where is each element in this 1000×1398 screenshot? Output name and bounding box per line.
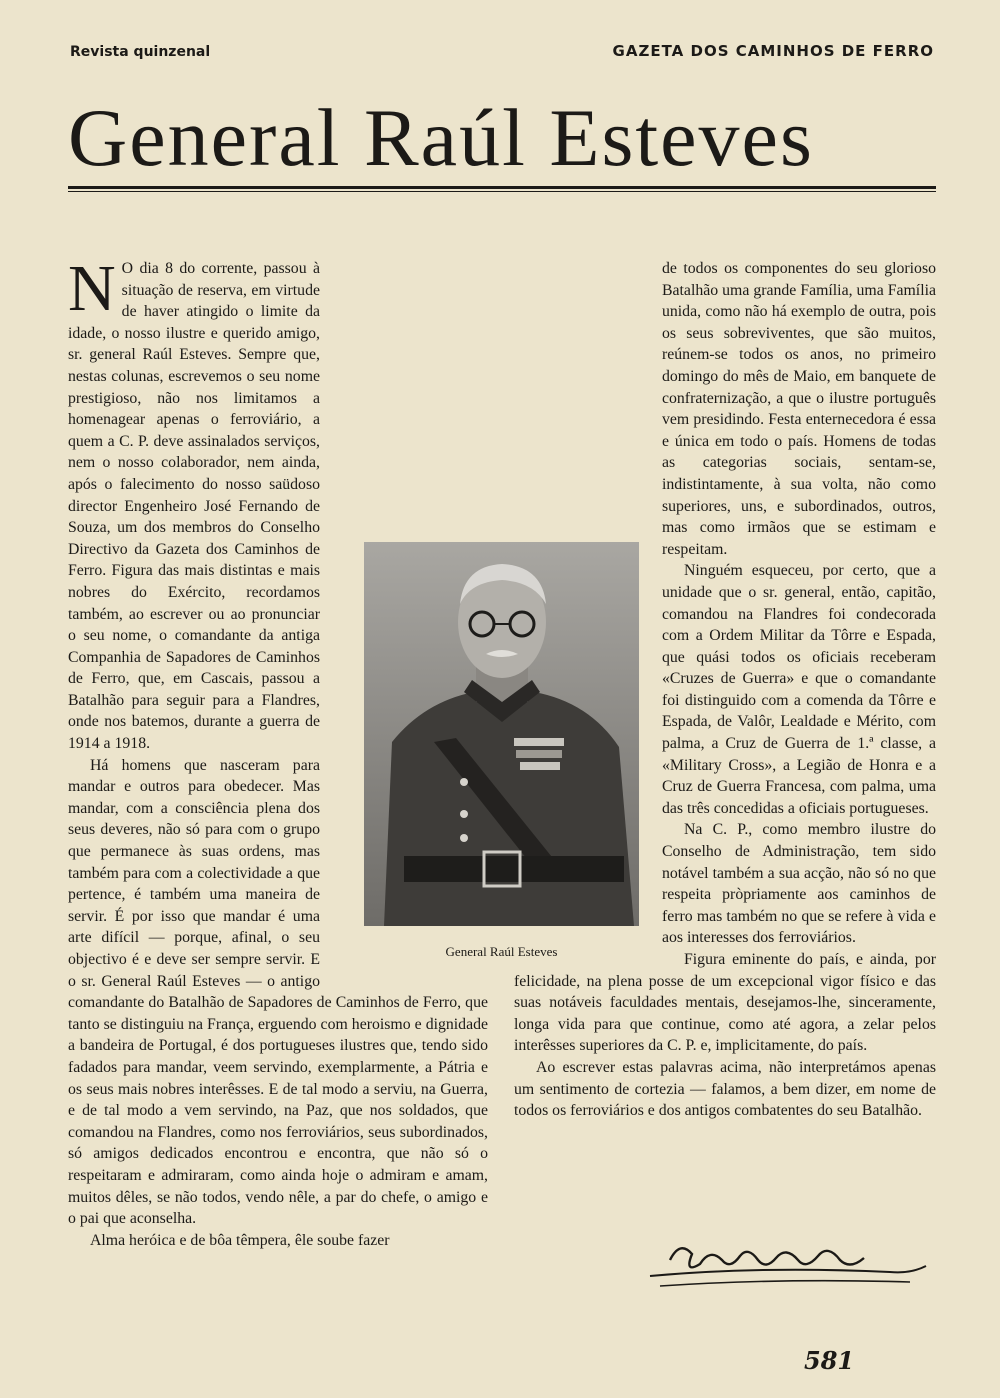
paragraph: O dia 8 do corrente, passou à situação de reserva, em virtude de haver atingido o limite da idade, o nosso ilustre e querido amigo, sr. general Raúl Esteves. Sempre que, nestas colunas, escrevemos o seu nome prestigioso, não nos limitamos a homenagear apenas o ferroviário, a quem a C. P. deve assinalados serviços, nem o nosso colaborador, nem ainda, após o falecimento do nosso saüdoso director Engenheiro José Fernando de Souza, um dos membros do Conselho Directivo da Gazeta dos Caminhos de Ferro. Figura das mais distintas e mais nobres do Exército, recordamos também, ao escrever ou ao pronunciar o seu nome, o comandante da antiga Companhia de Sapadores de Caminhos de Ferro, que, em Cascais, passou a Batalhão para seguir para a Flandres, onde nos batemos, durante a guerra de 1914 a 1918. <box>68 260 320 753</box>
paragraph: de todos os componentes do seu glorioso Batalhão uma grande Família, uma Família unida, como não há exemplo de outra, pois os seus sobreviventes, que são muitos, reúnem-se todos os anos, no primeiro domingo do mês de Maio, em banquete de confraternização, a que o ilustre português vem presidindo. Festa enternecedora é essa e única em todo o país. Homens de todas as categorias sociais, sentam-se, indistintamente, à sua volta, não como superiores, uns, e subordinados, outros, mas como irmãos que se estimam e respeitam. <box>662 260 936 558</box>
paragraph: Há homens que nasceram para mandar e outros para obedecer. Mas mandar, com a consciência plena dos seus deveres, não só para com o grupo que permanece às suas ordens, mas também para com a colectividade a que pertence, é também uma maneira de servir. É por isso que mandar é uma arte difícil — porque, afinal, o seu objectivo é e deve ser sempre servir. E o sr. General Raúl Esteves — o antigo comandante do Batalhão de Sapadores de Caminhos de Ferro, que tanto se distinguiu na França, erguendo com heroismo e dignidade a bandeira de Portugal, é dos portugueses ilustres que, tendo sido fadados para mandar, veem servindo, exemplarmente, a Pátria e os seus mais nobres interêsses. E de tal modo a serviu, na Guerra, e de tal modo a vem servindo, na Paz, que nos soldados, que comandou na Flandres, como nos ferroviários, seus subordinados, só amigos dedicados encontrou e encontra, que não só o respeitaram e admiraram, como ainda hoje o admiram e amam, muitos dêles, se não todos, vendo nêle, a par do chefe, o amigo e o pai que aconselha. <box>68 756 488 1228</box>
page-number: 581 <box>804 1346 855 1375</box>
paragraph: Alma heróica e de bôa têmpera, êle soube fazer <box>90 1231 390 1249</box>
handwritten-signature <box>640 1230 940 1300</box>
header-left: Revista quinzenal <box>70 44 211 60</box>
photo-caption: General Raúl Esteves <box>445 944 558 959</box>
page-title: General Raúl Esteves <box>68 92 814 183</box>
portrait-photo <box>364 542 639 926</box>
title-rule-thin <box>68 191 936 192</box>
paragraph: Ao escrever estas palavras acima, não interpretámos apenas um sentimento de cortezia — falamos, a bem dizer, em nome de todos os ferroviários e dos antigos combatentes do seu Batalhão. <box>514 1058 936 1120</box>
paragraph: Na C. P., como membro ilustre do Conselho de Administração, tem sido notável também a sua acção, não só no que respeita pròpriamente aos caminhos de ferro mas também no que se refere à vida e aos interesses dos ferroviários. <box>662 821 936 947</box>
drop-cap: N <box>68 252 116 325</box>
title-rule <box>68 186 936 189</box>
paragraph: Figura eminente do país, e ainda, por felicidade, na plena posse de um excepcional vigor físico e das suas notáveis faculdades mentais, desejamos-lhe, sinceramente, longa vida para que continue, como até agora, a zelar pelos interêsses superiores da C. P. e, implicitamente, do país. <box>514 951 936 1055</box>
header-right: GAZETA DOS CAMINHOS DE FERRO <box>612 42 934 60</box>
paragraph: Ninguém esqueceu, por certo, que a unidade que o sr. general, então, capitão, comandou na Flandres foi condecorada com a Ordem Militar da Tôrre e Espada, que quási todos os oficiais receberam «Cruzes de Guerra» e que o comandante foi distinguido com a comenda da Tôrre e Espada, de Valôr, Lealdade e Mérito, com palma, a Cruz de Guerra de 1.ª classe, a «Military Cross», a Legião de Honra e a Cruz de Guerra Francesa, com palma, uma das três concedidas a oficiais portugueses. <box>662 562 936 817</box>
